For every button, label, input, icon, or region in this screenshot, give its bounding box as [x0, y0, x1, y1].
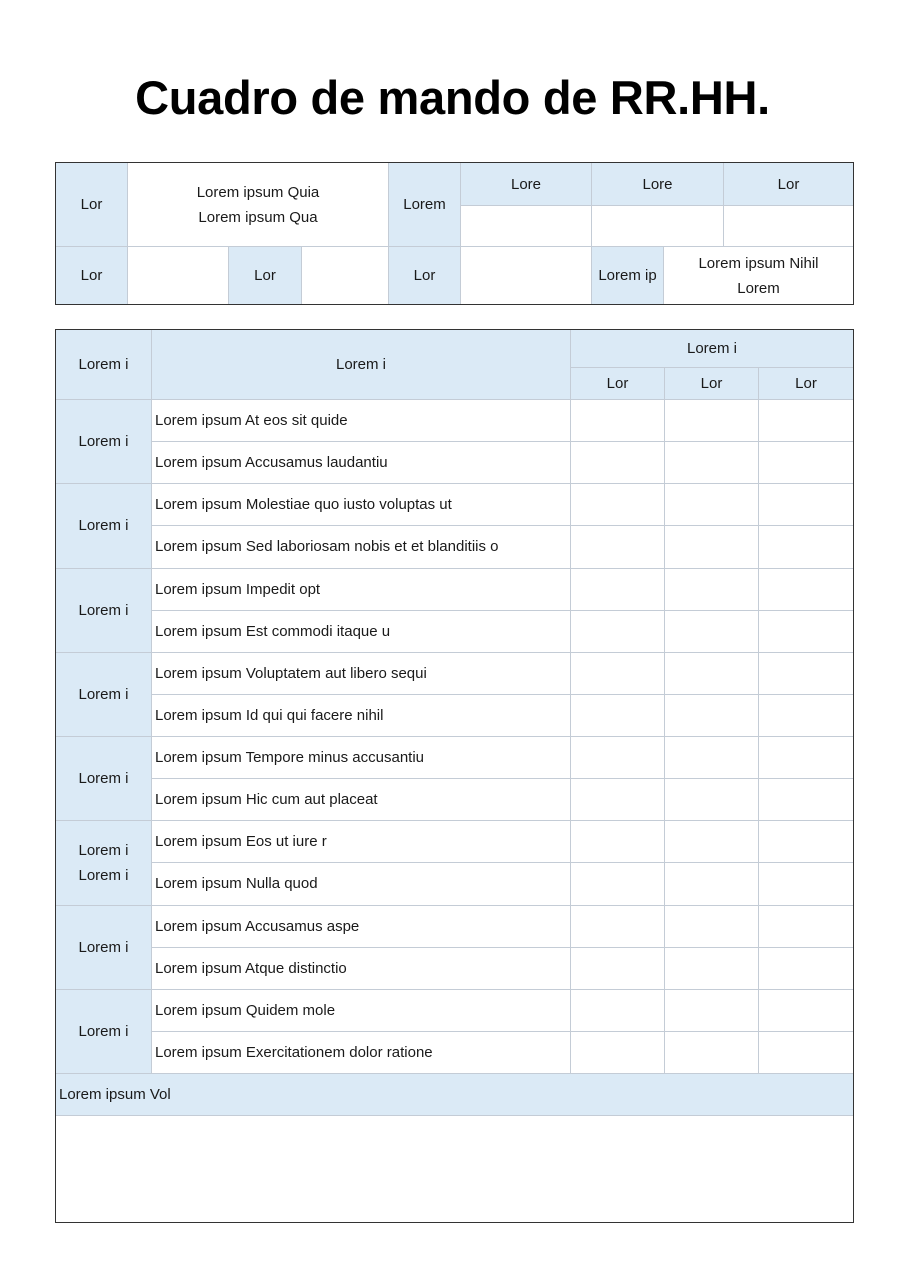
table-value-cell[interactable]: [665, 400, 758, 441]
table-value-cell[interactable]: [759, 737, 853, 778]
grid-line: [151, 330, 152, 1073]
info-label-cell: Lor: [56, 247, 127, 304]
table-value-cell[interactable]: [759, 863, 853, 904]
table-value-cell[interactable]: [665, 442, 758, 483]
grid-line: [663, 247, 664, 304]
column-subheader: Lor: [759, 368, 853, 399]
table-value-cell[interactable]: [571, 737, 664, 778]
info-header-cell: Lor: [724, 163, 853, 205]
info-value-cell[interactable]: [302, 247, 388, 304]
notes-header: Lorem ipsum Vol: [56, 1074, 853, 1115]
table-row-label: Lorem ipsum Sed laboriosam nobis et et blanditiis o: [155, 538, 499, 556]
table-row-label: Lorem ipsum Est commodi itaque u: [155, 622, 391, 640]
table-value-cell[interactable]: [571, 484, 664, 525]
row-group-label-line: Lorem i: [78, 866, 129, 884]
table-row-label: Lorem ipsum Tempore minus accusantiu: [155, 749, 425, 766]
row-group-label: [56, 821, 151, 904]
grid-line: [228, 247, 229, 304]
row-group-label-line: Lorem i: [78, 938, 129, 956]
column-subheader: Lor: [665, 368, 758, 399]
column-subheader: Lor: [571, 368, 664, 399]
table-value-cell[interactable]: [665, 653, 758, 694]
row-group-label-line: Lorem i: [78, 601, 129, 619]
table-value-cell[interactable]: [571, 569, 664, 610]
table-value-cell[interactable]: [571, 821, 664, 862]
info-header-cell: Lore: [461, 163, 591, 205]
grid-line: [152, 1031, 853, 1032]
table-value-cell[interactable]: [571, 990, 664, 1031]
grid-line: [152, 947, 853, 948]
row-group-label: [56, 484, 151, 567]
info-label-cell: Lor: [389, 247, 460, 304]
grid-line: [127, 163, 128, 304]
row-group-label-line: Lorem i: [78, 433, 129, 451]
table-row-label: Lorem ipsum Molestiae quo iusto voluptas ut: [155, 496, 452, 514]
notes-area[interactable]: [56, 1116, 853, 1221]
table-row-label: Lorem ipsum Impedit opt: [155, 580, 321, 598]
info-value-cell[interactable]: [461, 206, 591, 246]
column-header: Lorem i: [152, 330, 570, 399]
table-value-cell[interactable]: [759, 653, 853, 694]
table-value-cell[interactable]: [665, 821, 758, 862]
info-value-cell[interactable]: [128, 247, 228, 304]
grid-line: [152, 610, 853, 611]
table-value-cell[interactable]: [759, 821, 853, 862]
row-group-label: [56, 990, 151, 1073]
table-value-cell[interactable]: [665, 737, 758, 778]
info-label-cell: Lorem ip: [592, 247, 663, 304]
table-value-cell[interactable]: [571, 653, 664, 694]
row-group-label-line: Lorem i: [78, 841, 129, 859]
table-value-cell[interactable]: [759, 569, 853, 610]
table-value-cell[interactable]: [759, 948, 853, 989]
row-group-label: [56, 906, 151, 989]
row-group-label-line: Lorem i: [78, 517, 129, 535]
grid-line: [664, 368, 665, 1073]
table-value-cell[interactable]: [665, 695, 758, 736]
grid-line: [152, 694, 853, 695]
grid-line: [460, 163, 461, 304]
grid-line: [461, 205, 853, 206]
grid-line: [152, 862, 853, 863]
column-header: Lorem i: [56, 330, 151, 399]
row-group-label-line: Lorem i: [78, 1022, 129, 1040]
page-title: Cuadro de mando de RR.HH.: [135, 71, 770, 124]
table-value-cell[interactable]: [665, 990, 758, 1031]
info-text-line: Lorem ipsum Qua: [198, 208, 318, 226]
table-value-cell[interactable]: [571, 1032, 664, 1073]
info-value-cell[interactable]: [724, 206, 853, 246]
info-text-line: Lorem: [737, 279, 780, 297]
table-row-label: Lorem ipsum Id qui qui facere nihil: [155, 706, 384, 724]
table-row-label: Lorem ipsum Accusamus laudantiu: [155, 454, 388, 471]
grid-line: [301, 247, 302, 304]
table-row-label: Lorem ipsum Atque distinctio: [155, 959, 347, 977]
table-value-cell[interactable]: [665, 906, 758, 947]
grid-line: [152, 778, 853, 779]
table-row-label: Lorem ipsum Exercitationem dolor ratione: [155, 1043, 433, 1061]
table-value-cell[interactable]: [759, 484, 853, 525]
table-value-cell[interactable]: [571, 906, 664, 947]
table-row-label: Lorem ipsum Accusamus aspe: [155, 917, 360, 935]
table-value-cell[interactable]: [571, 695, 664, 736]
table-value-cell[interactable]: [759, 1032, 853, 1073]
info-text-cell[interactable]: [128, 163, 388, 246]
table-value-cell[interactable]: [571, 863, 664, 904]
table-value-cell[interactable]: [665, 779, 758, 820]
grid-line: [758, 368, 759, 1073]
table-row-label: Lorem ipsum Eos ut iure r: [155, 833, 327, 851]
table-value-cell[interactable]: [759, 779, 853, 820]
info-value-cell[interactable]: [592, 206, 723, 246]
grid-line: [56, 246, 853, 247]
table-value-cell[interactable]: [759, 695, 853, 736]
table-value-cell[interactable]: [665, 948, 758, 989]
table-value-cell[interactable]: [665, 1032, 758, 1073]
grid-line: [591, 163, 592, 304]
grid-line: [570, 330, 571, 1073]
table-value-cell[interactable]: [571, 779, 664, 820]
table-value-cell[interactable]: [665, 569, 758, 610]
info-text-line: Lorem ipsum Quia: [196, 183, 320, 201]
table-row-label: Lorem ipsum Nulla quod: [155, 875, 318, 893]
table-value-cell[interactable]: [571, 442, 664, 483]
grid-line: [723, 163, 724, 246]
grid-line: [152, 525, 853, 526]
table-value-cell[interactable]: [571, 400, 664, 441]
table-value-cell[interactable]: [759, 990, 853, 1031]
table-row-label: Lorem ipsum Hic cum aut placeat: [155, 791, 378, 808]
table-value-cell[interactable]: [571, 948, 664, 989]
row-group-label: [56, 737, 151, 820]
table-value-cell[interactable]: [759, 906, 853, 947]
table-value-cell[interactable]: [571, 526, 664, 567]
table-row-label: Lorem ipsum Voluptatem aut libero sequi: [155, 664, 427, 682]
info-label-cell: Lor: [56, 163, 127, 246]
grid-line: [56, 399, 853, 400]
grid-line: [152, 441, 853, 442]
grid-line: [571, 367, 853, 368]
info-header-cell: Lore: [592, 163, 723, 205]
column-group-header: Lorem i: [571, 330, 853, 367]
table-value-cell[interactable]: [759, 611, 853, 652]
info-text-line: Lorem ipsum Nihil: [698, 254, 819, 272]
row-group-label: [56, 400, 151, 483]
row-group-label-line: Lorem i: [78, 685, 129, 703]
table-value-cell[interactable]: [665, 611, 758, 652]
row-group-label: [56, 569, 151, 652]
table-value-cell[interactable]: [571, 611, 664, 652]
table-value-cell[interactable]: [665, 526, 758, 567]
table-value-cell[interactable]: [665, 484, 758, 525]
info-label-cell: Lorem: [389, 163, 460, 246]
info-value-cell[interactable]: [461, 247, 591, 304]
table-row-label: Lorem ipsum Quidem mole: [155, 1001, 336, 1019]
row-group-label-line: Lorem i: [78, 770, 129, 788]
table-value-cell[interactable]: [759, 400, 853, 441]
grid-line: [388, 163, 389, 304]
table-value-cell[interactable]: [665, 863, 758, 904]
info-text-cell[interactable]: [664, 247, 853, 304]
table-value-cell[interactable]: [759, 442, 853, 483]
table-value-cell[interactable]: [759, 526, 853, 567]
row-group-label: [56, 653, 151, 736]
table-row-label: Lorem ipsum At eos sit quide: [155, 412, 348, 429]
info-label-cell: Lor: [229, 247, 301, 304]
